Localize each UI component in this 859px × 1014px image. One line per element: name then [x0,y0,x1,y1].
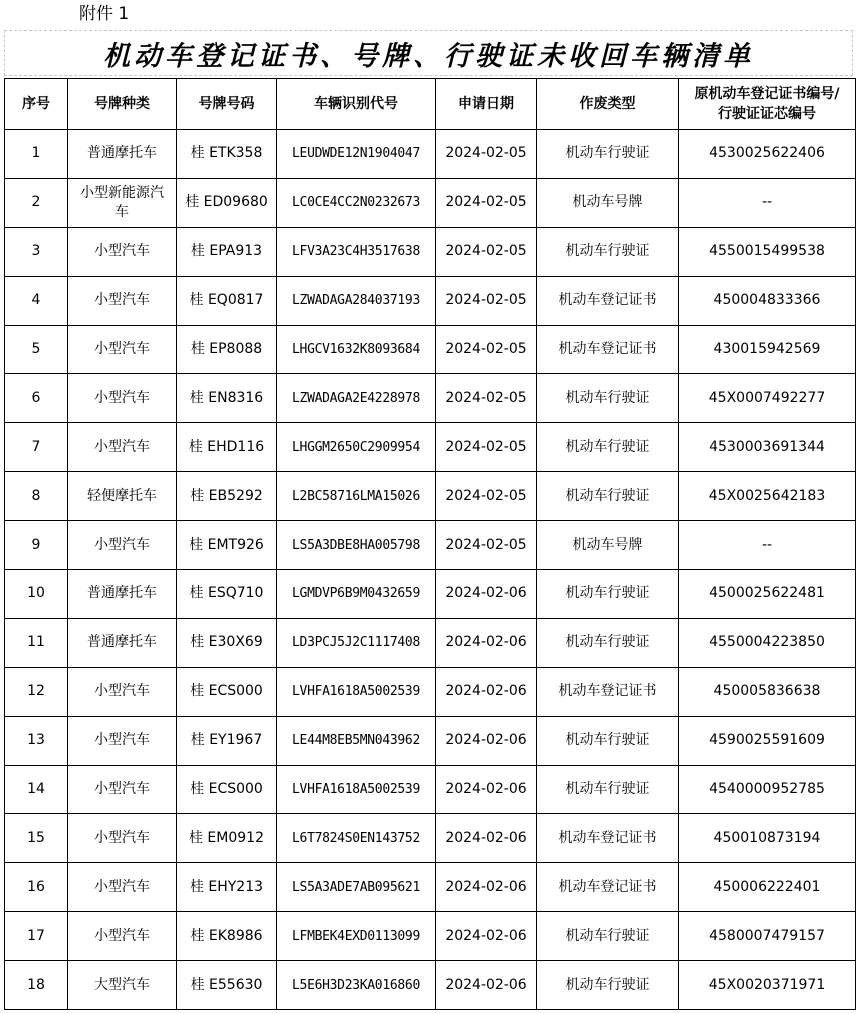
cell-index: 11 [5,618,68,667]
cell-apply-date: 2024-02-05 [436,276,537,325]
table-body [5,130,856,1010]
cell-plate-type: 小型汽车 [68,521,177,570]
cell-plate-number: 桂 EMT926 [177,521,277,570]
table-row [5,130,856,179]
cell-vin: L5E6H3D23KA016860 [277,961,436,1010]
cell-vin: LZWADAGA2E4228978 [277,374,436,423]
cell-index: 5 [5,325,68,374]
cell-plate-number: 桂 EN8316 [177,374,277,423]
cell-void-type: 机动车登记证书 [537,863,679,912]
cell-cert-number: 4540000952785 [679,765,856,814]
cell-void-type: 机动车行驶证 [537,765,679,814]
cell-void-type: 机动车登记证书 [537,325,679,374]
cell-vin: LS5A3DBE8HA005798 [277,521,436,570]
col-header-plate-type: 号牌种类 [68,79,177,130]
col-header-void-type: 作废类型 [537,79,679,130]
cell-plate-number: 桂 E30X69 [177,618,277,667]
table-row [5,325,856,374]
cell-plate-type: 普通摩托车 [68,570,177,619]
cell-index: 1 [5,130,68,179]
vehicle-list-table [4,78,856,1010]
table-row [5,276,856,325]
cell-cert-number: -- [679,521,856,570]
cell-cert-number: 450004833366 [679,276,856,325]
cell-vin: LHGCV1632K8093684 [277,325,436,374]
cell-vin: LFMBEK4EXD0113099 [277,912,436,961]
cell-index: 16 [5,863,68,912]
cell-cert-number: 4530025622406 [679,130,856,179]
cell-void-type: 机动车行驶证 [537,961,679,1010]
cell-apply-date: 2024-02-05 [436,423,537,472]
cell-apply-date: 2024-02-06 [436,570,537,619]
document-title: 机动车登记证书、号牌、行驶证未收回车辆清单 [103,40,754,72]
cell-index: 3 [5,227,68,276]
cell-plate-number: 桂 EPA913 [177,227,277,276]
cell-vin: LVHFA1618A5002539 [277,765,436,814]
cell-vin: LD3PCJ5J2C1117408 [277,618,436,667]
cell-apply-date: 2024-02-05 [436,130,537,179]
cell-cert-number: 450006222401 [679,863,856,912]
header-row [5,79,856,130]
cell-plate-type: 小型汽车 [68,423,177,472]
cell-index: 9 [5,521,68,570]
cell-index: 17 [5,912,68,961]
cell-plate-number: 桂 EB5292 [177,472,277,521]
cell-vin: LC0CE4CC2N0232673 [277,178,436,227]
cell-plate-number: 桂 ECS000 [177,667,277,716]
cell-cert-number: 4500025622481 [679,570,856,619]
cell-vin: L2BC58716LMA15026 [277,472,436,521]
cell-plate-type: 小型汽车 [68,325,177,374]
cell-vin: LZWADAGA284037193 [277,276,436,325]
cell-void-type: 机动车行驶证 [537,912,679,961]
cell-apply-date: 2024-02-05 [436,325,537,374]
cell-plate-number: 桂 ED09680 [177,178,277,227]
cell-index: 2 [5,178,68,227]
cell-plate-number: 桂 ESQ710 [177,570,277,619]
cell-index: 13 [5,716,68,765]
table-row [5,863,856,912]
cell-apply-date: 2024-02-06 [436,667,537,716]
cell-plate-type: 大型汽车 [68,961,177,1010]
cell-apply-date: 2024-02-06 [436,961,537,1010]
table-row [5,667,856,716]
cell-void-type: 机动车行驶证 [537,423,679,472]
cell-apply-date: 2024-02-05 [436,178,537,227]
cell-apply-date: 2024-02-05 [436,472,537,521]
cell-cert-number: 4580007479157 [679,912,856,961]
table-row [5,765,856,814]
cell-plate-type: 小型汽车 [68,374,177,423]
cell-cert-number: 4550015499538 [679,227,856,276]
col-header-plate-number: 号牌号码 [177,79,277,130]
cell-index: 14 [5,765,68,814]
cell-plate-type: 小型汽车 [68,276,177,325]
cell-plate-number: 桂 EHY213 [177,863,277,912]
cell-index: 18 [5,961,68,1010]
cell-plate-number: 桂 EY1967 [177,716,277,765]
cell-void-type: 机动车行驶证 [537,570,679,619]
cell-plate-type: 轻便摩托车 [68,472,177,521]
table-row [5,912,856,961]
table-row [5,961,856,1010]
cell-plate-type: 小型新能源汽车 [68,178,177,227]
cell-void-type: 机动车登记证书 [537,667,679,716]
cell-void-type: 机动车行驶证 [537,472,679,521]
cell-void-type: 机动车登记证书 [537,276,679,325]
table-row [5,374,856,423]
table-row [5,570,856,619]
cell-cert-number: 45X0020371971 [679,961,856,1010]
cell-plate-type: 小型汽车 [68,227,177,276]
cell-apply-date: 2024-02-06 [436,814,537,863]
cell-plate-number: 桂 EHD116 [177,423,277,472]
attachment-label: 附件 1 [79,4,130,24]
cell-plate-type: 普通摩托车 [68,130,177,179]
cell-vin: LHGGM2650C2909954 [277,423,436,472]
cell-apply-date: 2024-02-05 [436,227,537,276]
cell-apply-date: 2024-02-06 [436,716,537,765]
table-row [5,472,856,521]
cell-cert-number: 450005836638 [679,667,856,716]
cell-plate-type: 小型汽车 [68,863,177,912]
cell-apply-date: 2024-02-06 [436,765,537,814]
cell-cert-number: 45X0025642183 [679,472,856,521]
cell-plate-type: 小型汽车 [68,667,177,716]
cell-plate-type: 小型汽车 [68,912,177,961]
cell-plate-type: 小型汽车 [68,716,177,765]
table-row [5,618,856,667]
col-header-apply-date: 申请日期 [436,79,537,130]
cell-apply-date: 2024-02-06 [436,618,537,667]
cell-index: 12 [5,667,68,716]
cell-index: 7 [5,423,68,472]
cell-cert-number: 4590025591609 [679,716,856,765]
cell-apply-date: 2024-02-06 [436,863,537,912]
cell-index: 8 [5,472,68,521]
cell-vin: LVHFA1618A5002539 [277,667,436,716]
table-row [5,178,856,227]
col-header-vin: 车辆识别代号 [277,79,436,130]
cell-cert-number: 4530003691344 [679,423,856,472]
cell-plate-type: 小型汽车 [68,814,177,863]
cell-cert-number: 450010873194 [679,814,856,863]
cell-apply-date: 2024-02-06 [436,912,537,961]
cell-vin: LFV3A23C4H3517638 [277,227,436,276]
cell-index: 15 [5,814,68,863]
table-row [5,227,856,276]
cell-void-type: 机动车行驶证 [537,374,679,423]
cell-plate-number: 桂 E55630 [177,961,277,1010]
table-row [5,521,856,570]
cell-vin: LE44M8EB5MN043962 [277,716,436,765]
cell-cert-number: -- [679,178,856,227]
cell-void-type: 机动车行驶证 [537,716,679,765]
cell-vin: LGMDVP6B9M0432659 [277,570,436,619]
cell-void-type: 机动车登记证书 [537,814,679,863]
cell-plate-number: 桂 EP8088 [177,325,277,374]
cell-plate-number: 桂 ECS000 [177,765,277,814]
cell-plate-type: 普通摩托车 [68,618,177,667]
cell-plate-number: 桂 EQ0817 [177,276,277,325]
cell-void-type: 机动车行驶证 [537,227,679,276]
cell-void-type: 机动车行驶证 [537,618,679,667]
cell-plate-number: 桂 EM0912 [177,814,277,863]
cell-apply-date: 2024-02-05 [436,521,537,570]
cell-void-type: 机动车号牌 [537,521,679,570]
col-header-index: 序号 [5,79,68,130]
table-row [5,423,856,472]
cell-cert-number: 430015942569 [679,325,856,374]
cell-index: 4 [5,276,68,325]
table-row [5,716,856,765]
cell-vin: LEUDWDE12N1904047 [277,130,436,179]
table-row [5,814,856,863]
cell-index: 6 [5,374,68,423]
title-box [4,30,853,76]
cell-apply-date: 2024-02-05 [436,374,537,423]
cell-vin: L6T7824S0EN143752 [277,814,436,863]
cell-cert-number: 45X0007492277 [679,374,856,423]
cell-void-type: 机动车行驶证 [537,130,679,179]
cell-plate-number: 桂 EK8986 [177,912,277,961]
cell-cert-number: 4550004223850 [679,618,856,667]
cell-vin: LS5A3ADE7AB095621 [277,863,436,912]
cell-plate-number: 桂 ETK358 [177,130,277,179]
col-header-cert-number: 原机动车登记证书编号/行驶证证芯编号 [679,79,856,130]
cell-void-type: 机动车号牌 [537,178,679,227]
cell-index: 10 [5,570,68,619]
cell-plate-type: 小型汽车 [68,765,177,814]
